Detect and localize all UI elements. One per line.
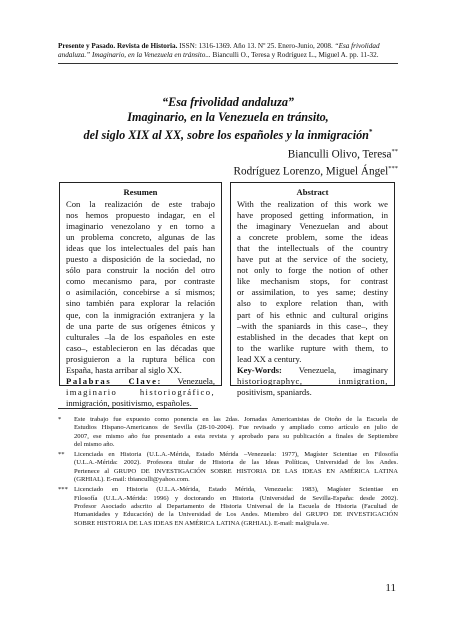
resumen-line: imaginario venezolano y en torno a	[66, 221, 215, 232]
resumen-box	[59, 182, 222, 408]
running-header	[58, 42, 398, 60]
footnote-line: Humanidades y Educación) de la Universidad de Los Andes. Miembro del GRUPO DE INVESTIGACIÓN	[74, 511, 398, 519]
footnote-mark: **	[58, 451, 65, 459]
author-1: Bianculli Olivo, Teresa**	[287, 148, 398, 161]
abstract-line: With the realization of this work we	[237, 199, 388, 210]
resumen-line: caso–, establecieron en las décadas que	[66, 342, 215, 353]
resumen-line: culturales –la de los españoles en este	[66, 331, 215, 342]
footnote-mark: ***	[58, 486, 68, 494]
resumen-line: prosiguieron a la ruptura bélica con	[66, 353, 215, 364]
footnote	[58, 451, 398, 484]
abstract-keywords-line: historiographyc, inmigration,	[237, 375, 388, 386]
footnote-line: (GRHIAL). E-mail: tbianculli@yahoo.com.	[74, 476, 190, 484]
footnote-line: (U.L.A.-Mérida: 2002). Profesora titular de Historia de las Ideas Políticas, Universidad de los Andes.	[74, 459, 398, 467]
abstract-line: have put at the service of the society,	[237, 254, 388, 265]
abstract-line: that the intellectuals of the country	[237, 243, 388, 254]
resumen-line: España, hasta arribar al siglo XX.	[66, 364, 182, 375]
abstract-keywords: Key-Words: Venezuela, imaginary historiographyc, inmigration, positivism, spaniards.	[237, 364, 388, 397]
header-rule	[58, 63, 398, 64]
footnote-rule	[58, 408, 198, 409]
header-authors-pages: Bianculli O., Teresa y Rodríguez L., Miguel A. pp. 11-32.	[210, 51, 379, 59]
resumen-keywords-line: imaginario historiográfico,	[66, 386, 215, 397]
journal-name: Presente y Pasado. Revista de Historia.	[58, 42, 178, 50]
resumen-keywords-line: inmigración, positivismo, españoles.	[66, 397, 192, 408]
abstract-text	[237, 199, 388, 365]
title-footnote-mark: *	[368, 128, 373, 136]
author-2-mark: ***	[388, 164, 398, 172]
resumen-keywords: Palabras Clave: Venezuela, imaginario historiográfico, inmigración, positivismo, españoles.	[66, 375, 215, 408]
footnote-line: 2007, ese mismo año fue presentado a esta revista y aprobado para su publicación a finales de Septiembre	[74, 432, 398, 440]
abstract-line: established in the decades that kept on	[237, 331, 388, 342]
author-1-mark: **	[391, 148, 398, 155]
abstract-line: or assimilation, to yes same; destiny	[237, 287, 388, 298]
title-line-3: del siglo XIX al XX, sobre los españoles y la inmigración*	[83, 128, 373, 143]
resumen-line: nos hemos propuesto indagar, en el	[66, 210, 215, 221]
issn-info: ISSN: 1316-1369. Año 13. Nº 25. Enero-Junio, 2008.	[177, 42, 335, 50]
abstract-line: a concrete problem, some the ideas	[237, 232, 388, 243]
authors-block	[98, 145, 398, 178]
footnote	[58, 416, 398, 449]
footnote-line: Licenciado en Historia (U.L.A.-Mérida, Estado Mérida, Venezuela: 1983), Magíster Scientiae en	[74, 486, 398, 494]
resumen-line: o asimilación, concebirse a sí mismos;	[66, 287, 215, 298]
footnote-line: Este trabajo fue expuesto como ponencia en las 2das. Jornadas Americanistas de Otoño de la Escuela de	[74, 416, 398, 423]
footnote-line: Filosofía (U.L.A.-Mérida: 1996) y doctorando en Historia (Universidad de Sevilla-España: desde 2002).	[74, 494, 398, 502]
footnote-line: Profesor Asociado adscrito al Departamento de Historia Universal de la Escuela de Historia (Facultad de	[74, 502, 398, 510]
abstract-heading: Abstract	[296, 187, 329, 197]
abstract-keywords-line: positivism, spaniards.	[237, 386, 312, 397]
resumen-line: ideas que los intelectuales del país han	[66, 243, 215, 254]
footnotes	[58, 416, 398, 530]
resumen-line: como mecanismo para, por contraste	[66, 276, 215, 287]
resumen-heading: Resumen	[123, 187, 158, 197]
abstract-keywords-label: Key-Words:	[237, 364, 282, 375]
footnote-line: del mismo año.	[74, 440, 115, 448]
header-article-title-2: andaluza.” Imaginario, en la Venezuela en tránsito...	[58, 51, 211, 59]
resumen-line: sino también para explorar la relación	[66, 298, 215, 309]
abstract-line: the imaginary Venezuelan and about	[237, 221, 388, 232]
title-line-2: Imaginario, en la Venezuela en tránsito,	[127, 110, 329, 124]
article-title	[58, 95, 398, 143]
resumen-line: puesto a disposición de la sociedad, no	[66, 254, 215, 265]
resumen-line: de una parte de sus orígenes étnicos y	[66, 320, 215, 331]
abstract-line: to the warlike rupture with them, to	[237, 342, 388, 353]
abstract-line: –with the spaniards in this case–, they	[237, 320, 388, 331]
resumen-line: Con la realización de este trabajo	[66, 199, 215, 210]
resumen-text	[66, 199, 215, 376]
title-line-1: “Esa frivolidad andaluza”	[161, 95, 295, 109]
footnote	[58, 486, 398, 527]
footnote-line: Pertenece al GRUPO DE INVESTIGACIÓN SOBRE HISTORIA DE LAS IDEAS EN AMÉRICA LATINA	[74, 467, 398, 475]
author-2: Rodríguez Lorenzo, Miguel Ángel***	[233, 164, 398, 178]
resumen-line: que, con la inmigración extranjera y la	[66, 309, 215, 320]
header-article-title-1: “Esa frivolidad	[334, 42, 380, 50]
resumen-line: un problema concreto, algunas de las	[66, 232, 215, 243]
resumen-line: sólo para construir la noción del otro	[66, 265, 215, 276]
footnote-line: Estudios Hispano-Americanos de Sevilla (28-10-2004). Fue revisado y ampliado como artículo en julio de	[74, 424, 398, 432]
resumen-keywords-label: Palabras Clave:	[66, 375, 163, 386]
footnote-line: Licenciada en Historia (U.L.A.-Mérida, Estado Mérida –Venezuela: 1977), Magíster Scientiae en Filosofía	[74, 451, 398, 459]
abstract-line: not only to forge the notion of other	[237, 265, 388, 276]
abstract-line: part of his ethnic and cultural origins	[237, 309, 388, 320]
footnote-line: SOBRE HISTORIA DE LAS IDEAS EN AMÉRICA LATINA (GRHIAL). E-mail: mal@ula.ve.	[74, 519, 329, 527]
footnote-mark: *	[58, 416, 62, 423]
abstract-line: like mechanism stops, for contrast	[237, 276, 388, 287]
abstract-line: have proposed getting information, in	[237, 210, 388, 221]
abstract-line: lead XX a century.	[237, 353, 302, 364]
page-number: 11	[385, 582, 396, 594]
abstract-line: also to explore relation than, with	[237, 298, 388, 309]
abstract-box	[230, 182, 395, 397]
